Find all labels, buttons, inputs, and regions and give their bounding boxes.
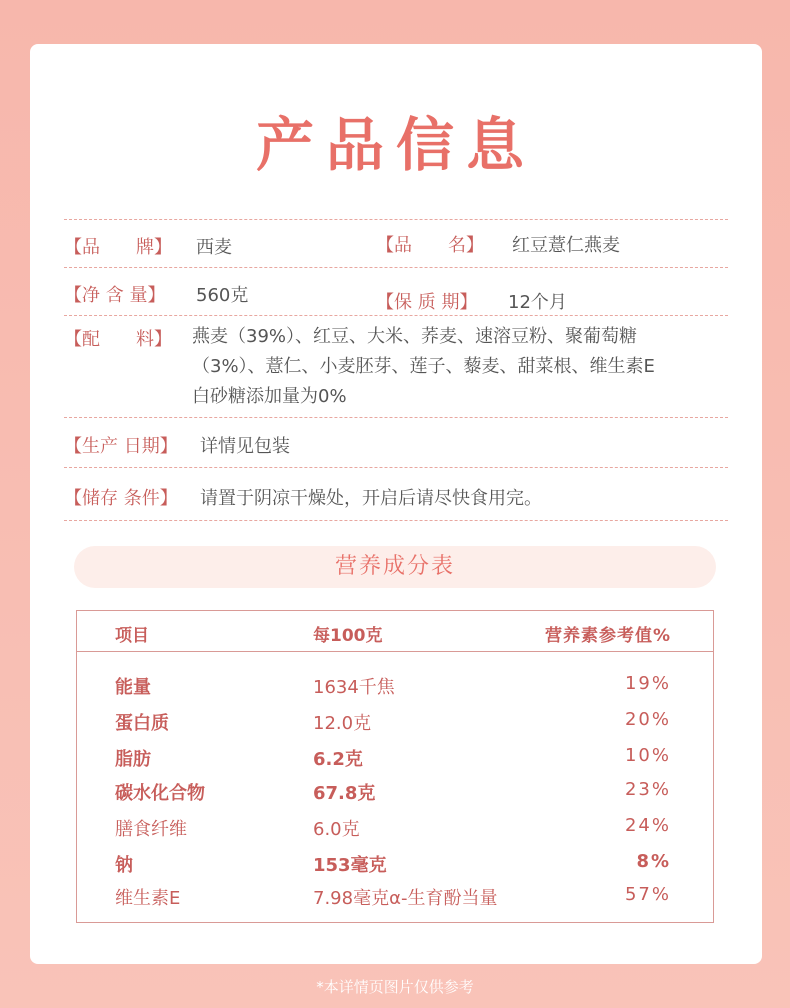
brand-label: 【品 牌】 [64,237,172,258]
table-row [77,884,713,918]
nutrition-table-header [77,611,713,652]
net-content-label: 【净 含 量】 [64,285,166,306]
info-row-net-shelf [64,267,728,315]
page-title: 产品信息 [255,111,536,179]
ingredients-line: 燕麦（39%）、红豆、大米、荞麦、速溶豆粉、聚葡萄糖 [192,326,638,347]
product-name-value: 红豆薏仁燕麦 [512,235,620,256]
ingredients-line: （3%）、薏仁、小麦胚芽、莲子、藜麦、甜菜根、维生素E [192,356,655,377]
column-header-per100: 每100克 [313,626,383,646]
info-row-storage [64,467,728,521]
table-row [77,673,713,707]
net-content-value: 560克 [196,285,249,306]
info-row-ingredients [64,315,728,417]
nutrition-heading: 营养成分表 [74,546,716,588]
nutrient-name: 能量 [115,677,151,698]
nutrient-nrv: 8% [636,851,671,872]
nutrient-name: 钠 [115,855,133,876]
nutrient-name: 碳水化合物 [115,783,205,804]
storage-label: 【储存 条件】 [64,488,178,509]
table-row [77,851,713,885]
info-row-brand-name [64,219,728,267]
nutrition-table [76,610,714,923]
nutrient-name: 膳食纤维 [115,819,187,840]
nutrient-nrv: 10% [624,745,671,766]
nutrient-amount: 6.2克 [313,749,363,770]
nutrient-nrv: 24% [624,815,671,836]
nutrient-nrv: 19% [624,673,671,694]
product-name-label: 【品 名】 [376,235,484,256]
nutrient-amount: 153毫克 [313,855,387,876]
nutrient-name: 蛋白质 [115,713,169,734]
table-row [77,745,713,779]
table-row [77,709,713,743]
shelf-life-value: 12个月 [508,292,567,313]
nutrient-nrv: 57% [624,884,671,905]
brand-value: 西麦 [196,237,232,258]
ingredients-text [192,322,655,412]
nutrient-amount: 67.8克 [313,783,376,804]
info-row-production-date [64,417,728,467]
nutrient-nrv: 23% [624,779,671,800]
nutrient-amount: 1634千焦 [313,677,395,698]
column-header-nrv: 营养素参考值% [544,626,671,646]
nutrient-amount: 7.98毫克α-生育酚当量 [313,888,498,909]
nutrient-amount: 6.0克 [313,819,360,840]
nutrient-nrv: 20% [624,709,671,730]
nutrient-name: 脂肪 [115,749,151,770]
table-row [77,779,713,813]
disclaimer-footnote: *本详情页图片仅供参考 [316,978,474,996]
product-info-card [30,44,762,964]
ingredients-line: 白砂糖添加量为0% [192,386,347,407]
production-date-value: 详情见包装 [200,436,290,457]
column-header-item: 项目 [115,626,149,646]
product-info-list [64,219,728,521]
shelf-life-label: 【保 质 期】 [376,292,478,313]
production-date-label: 【生产 日期】 [64,436,178,457]
table-row [77,815,713,849]
nutrient-amount: 12.0克 [313,713,372,734]
nutrient-name: 维生素E [115,888,181,909]
storage-value: 请置于阴凉干燥处，开启后请尽快食用完。 [200,488,542,509]
ingredients-label: 【配 料】 [64,329,172,350]
